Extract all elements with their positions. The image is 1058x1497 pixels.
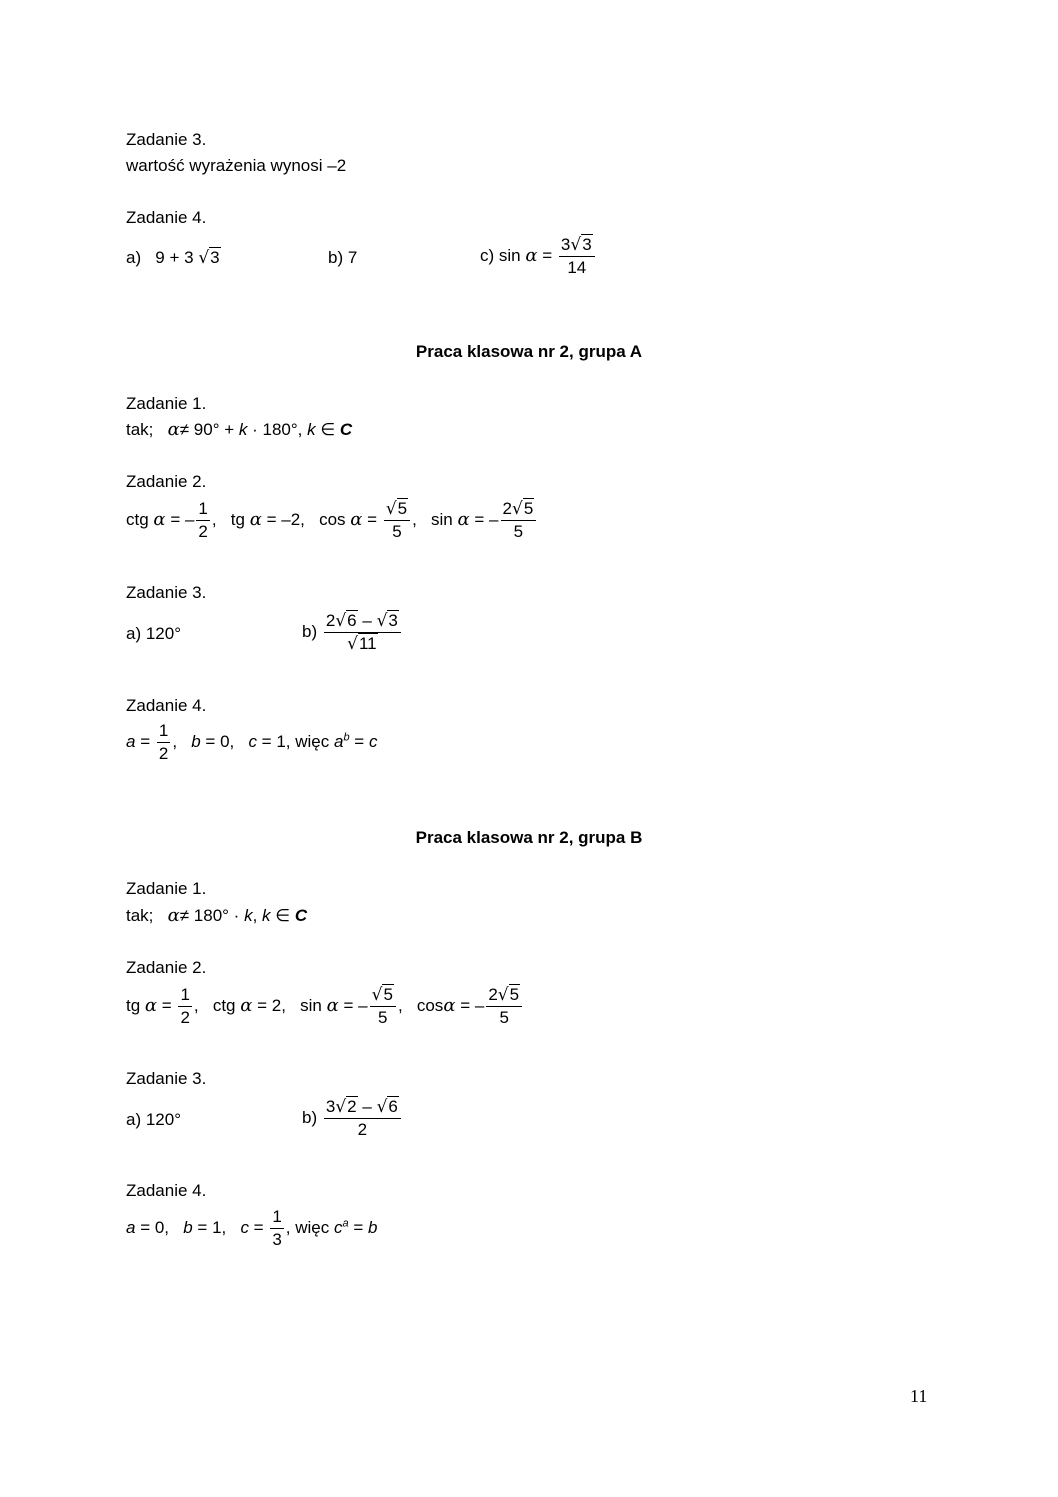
a-z3-b: b) $\frac{2√6 - √3}{√11}$ xyxy=(302,610,403,655)
b-z3-a: a) 120° xyxy=(126,1110,182,1129)
a-z2-title: Zadanie 2. xyxy=(126,472,207,491)
fraction: $\frac{3√3}{14}$ xyxy=(559,234,595,279)
b-z1-title: Zadanie 1. xyxy=(126,879,207,898)
b-z2-title: Zadanie 2. xyxy=(126,958,207,977)
a-z4-answer: a = $\frac{1}{2}$ , b = 0, c = 1, więc $a^b = c$ xyxy=(126,721,378,763)
a-z1-answer: tak; α≠ 90° + k · 180°, k ∈ C xyxy=(126,419,353,440)
b-z1-answer: tak; α≠ 180° · k, k ∈ C xyxy=(126,905,308,926)
b-z4-title: Zadanie 4. xyxy=(126,1181,207,1200)
prev-z4-b: b) 7 xyxy=(328,248,358,267)
a-z3-a: a) 120° xyxy=(126,624,182,643)
group-b-heading: Praca klasowa nr 2, grupa B xyxy=(415,828,643,847)
prev-z3-title: Zadanie 3. xyxy=(126,130,207,149)
group-a-heading: Praca klasowa nr 2, grupa A xyxy=(415,342,643,361)
a-z3-title: Zadanie 3. xyxy=(126,583,207,602)
page-number: 11 xyxy=(910,1386,928,1406)
b-z4-answer: a = 0, b = 1, c = $\frac{1}{3}$ , więc $c^a = b$ xyxy=(126,1207,378,1249)
prev-z4-a: a) 9 + 3 √3 xyxy=(126,248,220,268)
a-z4-title: Zadanie 4. xyxy=(126,696,207,715)
a-z2-answer: ctg α = – $\frac{1}{2}$ , tg α = –2, cos α = $\frac{√5}{5}$ , sin α = – $\frac{2√5}{5}$ xyxy=(126,498,538,543)
prev-z4-c: c) sin α = $\frac{3√3}{14}$ xyxy=(480,234,597,279)
b-z3-title: Zadanie 3. xyxy=(126,1069,207,1088)
prev-z4-title: Zadanie 4. xyxy=(126,208,207,227)
a-z1-title: Zadanie 1. xyxy=(126,394,207,413)
b-z2-answer: tg α = $\frac{1}{2}$ , ctg α = 2, sin α = – $\frac{√5}{5}$ , cosα = – $\frac{2√5}{5}$ xyxy=(126,984,524,1029)
prev-z3-answer: wartość wyrażenia wynosi –2 xyxy=(126,156,347,175)
b-z3-b: b) $\frac{3√2 - √6}{2}$ xyxy=(302,1096,403,1141)
